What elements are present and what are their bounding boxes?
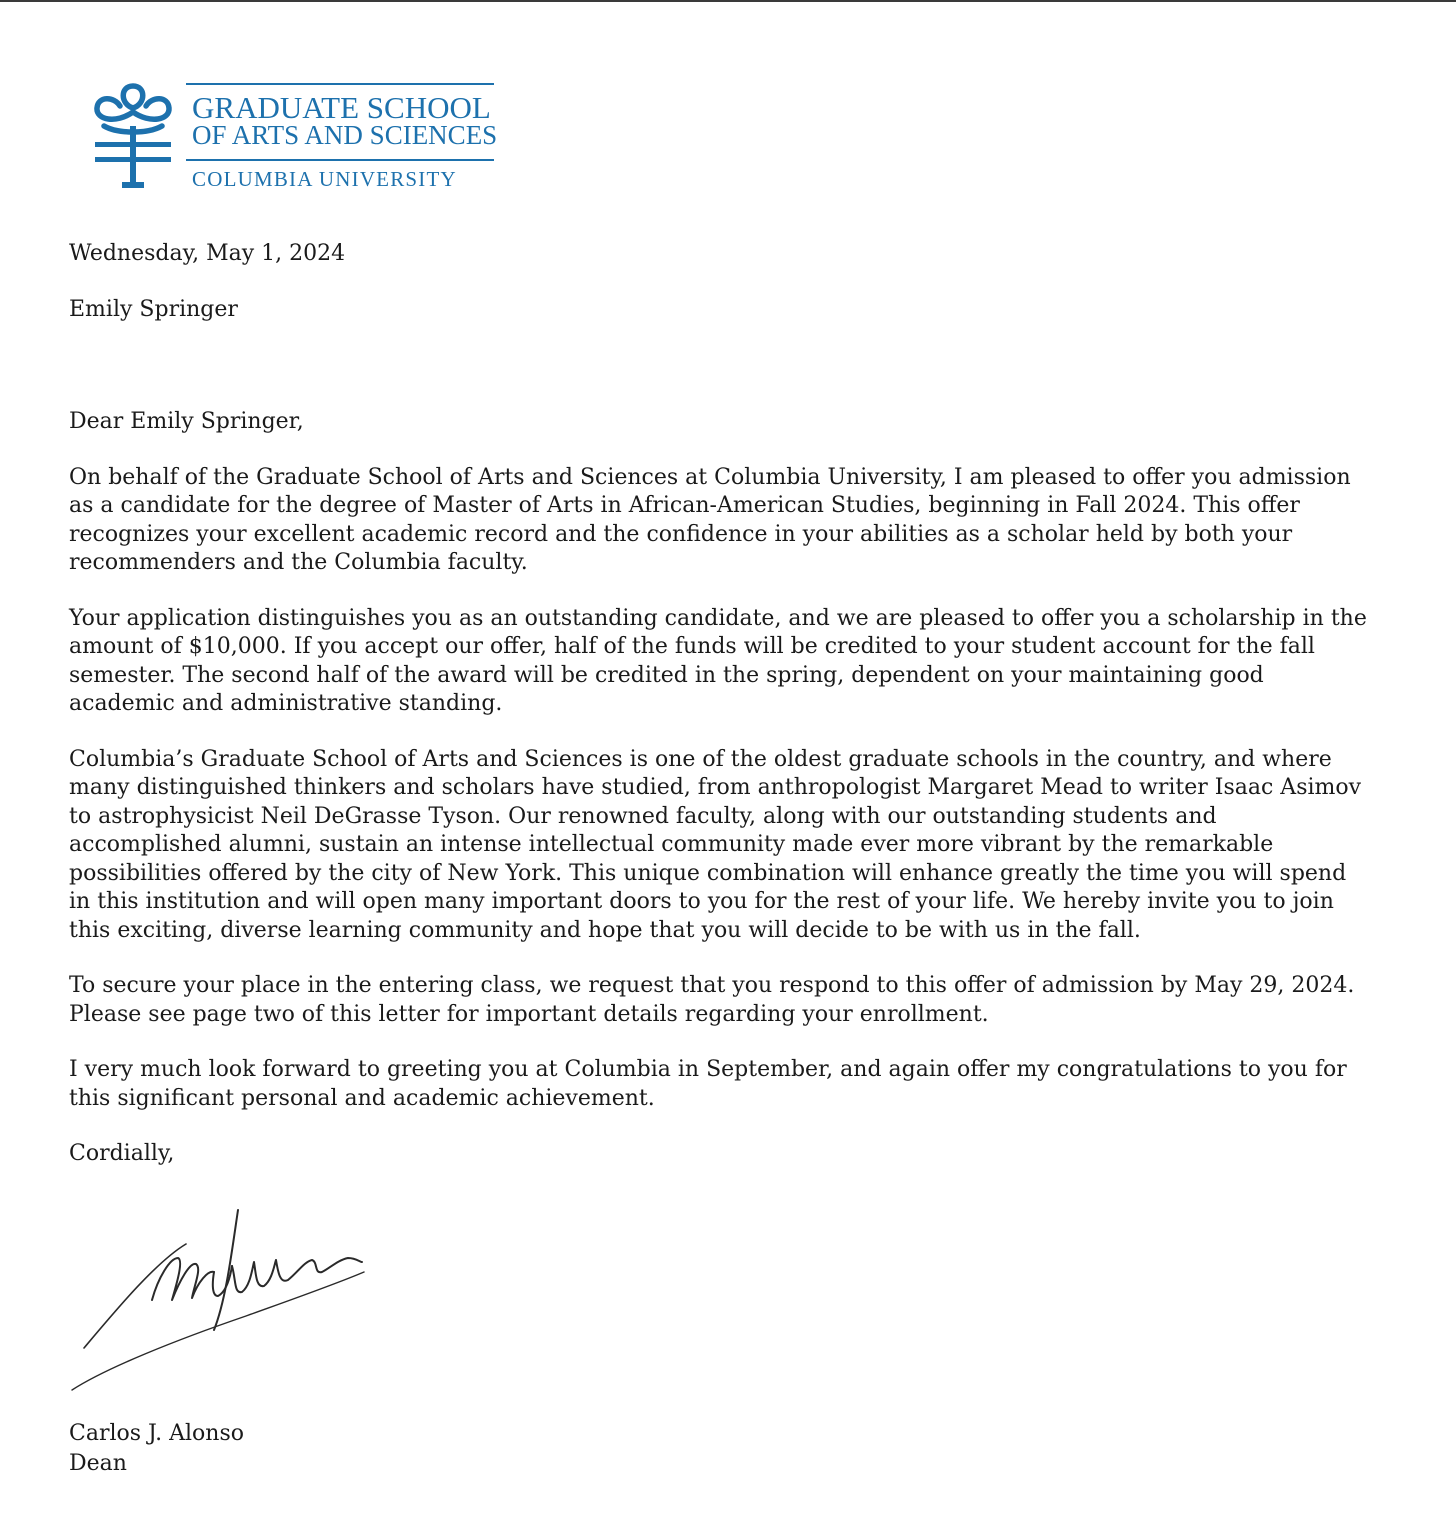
signer-block: [69, 1419, 244, 1479]
closing: Cordially,: [69, 1141, 175, 1166]
letter-date: Wednesday, May 1, 2024: [69, 241, 346, 266]
paragraph-school-description: Columbia’s Graduate School of Arts and Sciences is one of the oldest graduate schools in the country, and where many distinguished thinkers and scholars have studied, from anthropologist Margaret Mead to writer Isaac Asimov to astrophysicist Neil DeGrasse Tyson. Our renowned faculty, along with our outstanding students and accomplished alumni, sustain an intense intellectual community made ever more vibrant by the remarkable possibilities offered by the city of New York. This unique combination will enhance greatly the time you will spend in this institution and will open many important doors to you for the rest of your life. We hereby invite you to join this exciting, diverse learning community and hope that you will decide to be with us in the fall.: [69, 746, 1362, 943]
paragraph-response-deadline: To secure your place in the entering class, we request that you respond to this offer of admission by May 29, 2024. Please see page two of this letter for important details regarding your enrollment.: [69, 973, 1355, 1027]
recipient-name: Emily Springer: [69, 296, 238, 322]
letter-body: [69, 240, 1369, 1169]
signer-name: Carlos J. Alonso: [69, 1421, 245, 1446]
top-border: [0, 0, 1456, 2]
school-name-line1: GRADUATE SCHOOL: [192, 90, 491, 125]
letterhead-rule-top: [186, 83, 494, 85]
paragraph-scholarship: Your application distinguishes you as an outstanding candidate, and we are pleased to offer you a scholarship in the amount of $10,000. If you accept our offer, half of the funds will be credited to your student account for the fall semester. The second half of the award will be credited in the spring, dependent on your maintaining good academic and administrative standing.: [69, 605, 1367, 716]
handwritten-signature: [66, 1200, 371, 1395]
school-name-line2: OF ARTS AND SCIENCES: [192, 120, 498, 150]
columbia-crown-crest-icon: [92, 82, 174, 190]
letterhead-rule-middle: [186, 159, 494, 161]
salutation: Dear Emily Springer,: [69, 409, 304, 434]
paragraph-admission-offer: On behalf of the Graduate School of Arts and Sciences at Columbia University, I am pleased to offer you admission as a candidate for the degree of Master of Arts in African-American Studies, beginning in Fall 2024. This offer recognizes your excellent academic record and the confidence in your abilities as a scholar held by both your recommenders and the Columbia faculty.: [69, 464, 1351, 575]
letterhead-logo: [92, 80, 502, 195]
signer-title: Dean: [69, 1451, 127, 1476]
university-name: COLUMBIA UNIVERSITY: [192, 167, 457, 191]
paragraph-congratulations: I very much look forward to greeting you at Columbia in September, and again offer my congratulations to you for this significant personal and academic achievement.: [69, 1057, 1347, 1111]
